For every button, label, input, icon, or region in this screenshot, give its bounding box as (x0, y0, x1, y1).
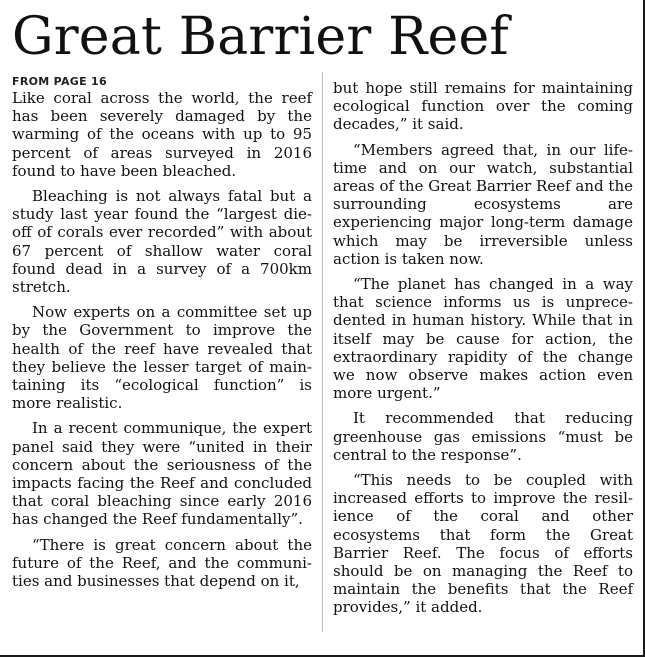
continued-from-label: FROM PAGE 16 (12, 75, 107, 88)
left-column (12, 74, 312, 597)
paragraph: “This needs to be coupled with increased efforts to improve the resilience of the coral and other ecosystems that form the Great Barrier Reef. The focus of efforts should be on managing the Reef to maintain the benefits that the Reef provides,” it added. (333, 471, 633, 617)
paragraph: It recommended that reducing greenhouse gas emissions “must be central to the response”. (333, 409, 633, 464)
paragraph: “There is great concern about the future of the Reef, and the communities and businesses that depend on it, (12, 535, 312, 591)
right-column (333, 79, 633, 624)
paragraph: but hope still remains for maintaining ecological function over the coming decades,” it said. (333, 79, 633, 134)
column-divider (322, 72, 323, 632)
paragraph: Like coral across the world, the reef has been severely damaged by the warming of the oceans with up to 95 percent of areas surveyed in 2016 found to have been bleached. (12, 89, 312, 180)
paragraph: “The planet has changed in a way that science informs us is unprecedented in human history. While that in itself may be cause for action, the extraordinary rapidity of the change we now observe makes action even more urgent.” (333, 275, 633, 403)
paragraph: Bleaching is not always fatal but a study last year found the “largest die-off of corals ever recorded” with about 67 percent of shallow water coral found dead in a survey of a 700km stretch. (12, 187, 312, 297)
paragraph: “Members agreed that, in our lifetime and on our watch, substantial areas of the Great Barrier Reef and the surrounding ecosystems are experiencing major long-term damage which may be irreversible unless action is taken now. (333, 140, 633, 268)
headline: Great Barrier Reef (12, 7, 509, 67)
paragraph: Now experts on a committee set up by the Government to improve the health of the reef have revealed that they believe the lesser target of maintaining its “ecological function” is more realistic. (12, 303, 312, 413)
paragraph: In a recent communique, the expert panel said they were “united in their concern about the seriousness of the impacts facing the Reef and concluded that coral bleaching since early 2016 has changed the Reef fundamentally”. (12, 419, 312, 529)
